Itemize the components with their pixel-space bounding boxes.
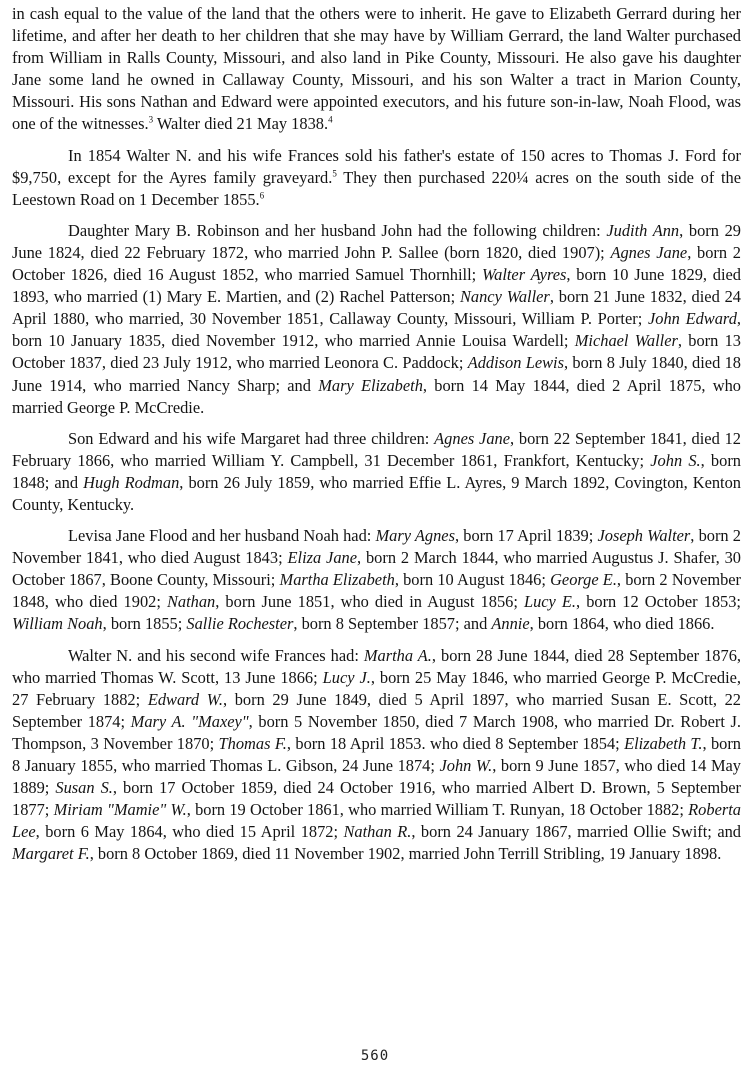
- person-name: George E.: [550, 570, 617, 590]
- person-name: Agnes Jane: [434, 428, 510, 448]
- text-run: , born 2 October 1826, died 16 August 1852, who married Samuel Thornhill;: [12, 242, 741, 285]
- text-run: , born 1864, who died 1866.: [529, 614, 715, 634]
- person-name: John W.: [439, 756, 493, 775]
- person-name: Walter Ayres: [481, 265, 567, 285]
- text-run: , born 5 November 1850, died 7 March 1908, who married Dr. Robert J. Thompson, 3 November 1870;: [12, 711, 741, 753]
- text-run: , born 2 March 1844, who married Augustus J. Shafer, 30 October 1867, Boone County, Missouri;: [12, 548, 741, 590]
- person-name: Edward W.: [147, 689, 223, 709]
- text-run: , born 8 July 1840, died 18 June 1914, who married Nancy Sharp; and: [12, 353, 741, 395]
- person-name: Roberta Lee: [12, 800, 741, 842]
- person-name: Lucy E.: [523, 592, 577, 612]
- text-run: , born 2 November 1841, who died August 1843;: [12, 526, 741, 568]
- page-body: [12, 3, 741, 874]
- paragraph: [12, 645, 741, 866]
- person-name: Martha Elizabeth: [279, 570, 395, 590]
- text-run: , born 25 May 1846, who married George P. McCredie, 27 February 1882;: [12, 667, 741, 709]
- person-name: Mary Elizabeth: [318, 375, 423, 395]
- text-run: , born 19 October 1861, who married William T. Runyan, 18 October 1882;: [186, 800, 689, 820]
- text-run: , born 28 June 1844, died 28 September 1876, who married Thomas W. Scott, 13 June 1866;: [12, 645, 741, 687]
- person-name: Margaret F.: [12, 844, 90, 864]
- text-run: Walter N. and his second wife Frances had:: [68, 645, 364, 665]
- text-run: , born 13 October 1837, died 23 July 1912, who married Leonora C. Paddock;: [12, 331, 741, 373]
- person-name: Annie: [491, 614, 530, 634]
- person-name: Miriam "Mamie" W.: [53, 800, 187, 820]
- text-run: , born 8 January 1855, who married Thomas L. Gibson, 24 June 1874;: [12, 733, 741, 775]
- person-name: William Noah: [12, 614, 103, 634]
- paragraph: [12, 525, 741, 635]
- person-name: Lucy J.: [322, 667, 371, 687]
- text-run: , born 8 October 1869, died 11 November 1902, married John Terrill Stribling, 19 January 1898.: [89, 844, 722, 864]
- person-name: Judith Ann: [606, 220, 680, 240]
- person-name: Hugh Rodman: [83, 472, 180, 492]
- text-run: , born 18 April 1853. who died 8 September 1854;: [286, 733, 625, 753]
- text-run: , born June 1851, who died in August 1856;: [215, 592, 524, 612]
- person-name: Susan S.: [55, 778, 113, 798]
- text-run: in cash equal to the value of the land that the others were to inherit. He gave to Elizabeth Gerrard during her lifetime, and after her death to her children that she may have by William Gerrard, the land Walter purchased from William in Ralls County, Missouri, and also land in Pike County, Missouri. He also gave his daughter Jane some land he owned in Callaway County, Missouri, and his son Walter a tract in Marion County, Missouri. His sons Nathan and Edward were appointed executors, and his future son-in-law, Noah Flood, was one of the witnesses.: [12, 4, 741, 134]
- text-run: Levisa Jane Flood and her husband Noah had:: [68, 526, 376, 546]
- person-name: Addison Lewis: [467, 353, 564, 373]
- text-run: , born 9 June 1857, who died 14 May 1889;: [12, 756, 741, 798]
- footnote-marker: 3: [148, 115, 154, 125]
- person-name: John S.: [650, 450, 701, 470]
- person-name: Michael Waller: [574, 331, 678, 351]
- text-run: , born 8 September 1857; and: [293, 614, 492, 634]
- text-run: , born 10 August 1846;: [394, 570, 551, 590]
- person-name: Thomas F.: [218, 733, 287, 753]
- text-run: Walter died 21 May 1838.: [153, 114, 329, 134]
- text-run: , born 22 September 1841, died 12 February 1866, who married William Y. Campbell, 31 December 1861, Frankfort, Kentucky;: [12, 428, 741, 470]
- person-name: Sallie Rochester: [186, 614, 294, 634]
- text-run: Daughter Mary B. Robinson and her husband John had the following children:: [68, 220, 607, 240]
- paragraph: [12, 220, 741, 419]
- paragraph: [12, 428, 741, 516]
- text-run: , born 21 June 1832, died 24 April 1880, who married, 30 November 1851, Callaway County, Missouri, William P. Porter;: [12, 287, 742, 329]
- text-run: In 1854 Walter N. and his wife Frances sold his father's estate of 150 acres to Thomas J. Ford for $9,750, except for the Ayres family graveyard.: [12, 145, 741, 187]
- text-run: , born 17 April 1839;: [454, 526, 598, 546]
- text-run: , born 24 January 1867, married Ollie Swift; and: [411, 822, 741, 842]
- footnote-marker: 4: [328, 115, 333, 125]
- text-run: , born 14 May 1844, died 2 April 1875, who married George P. McCredie.: [12, 375, 741, 417]
- footnote-marker: 5: [332, 168, 337, 179]
- person-name: Joseph Walter: [597, 526, 691, 546]
- text-run: , born 10 June 1829, died 1893, who married (1) Mary E. Martien, and (2) Rachel Patterson;: [12, 265, 741, 307]
- text-run: , born 29 June 1824, died 22 February 1872, who married John P. Sallee (born 1820, died 1907);: [12, 220, 741, 262]
- text-run: , born 1855;: [102, 614, 187, 634]
- text-run: , born 12 October 1853;: [576, 592, 741, 612]
- person-name: Nathan R.: [343, 822, 412, 842]
- footnote-marker: 6: [259, 190, 265, 201]
- paragraph: [12, 145, 741, 211]
- text-run: , born 2 November 1848, who died 1902;: [12, 570, 741, 612]
- person-name: Mary A. "Maxey": [130, 711, 249, 731]
- person-name: Nancy Waller: [459, 287, 550, 307]
- paragraph: [12, 3, 741, 136]
- person-name: John Edward: [648, 309, 737, 329]
- text-run: , born 26 July 1859, who married Effie L. Ayres, 9 March 1892, Covington, Kenton County, Kentucky.: [12, 472, 742, 514]
- text-run: , born 6 May 1864, who died 15 April 1872;: [35, 822, 344, 842]
- text-run: , born 29 June 1849, died 5 April 1897, who married Susan E. Scott, 22 September 1874;: [12, 689, 741, 731]
- text-run: , born 10 January 1835, died November 1912, who married Annie Louisa Wardell;: [12, 309, 741, 351]
- page-number: 560: [360, 1048, 390, 1064]
- person-name: Elizabeth T.: [624, 733, 703, 753]
- text-run: , born 1848; and: [12, 450, 741, 492]
- text-run: , born 17 October 1859, died 24 October 1916, who married Albert D. Brown, 5 September 1877;: [12, 778, 741, 820]
- person-name: Martha A.: [363, 645, 432, 665]
- person-name: Mary Agnes: [375, 526, 455, 546]
- text-run: Son Edward and his wife Margaret had three children:: [68, 428, 435, 448]
- person-name: Eliza Jane: [287, 548, 358, 568]
- person-name: Agnes Jane: [610, 242, 688, 262]
- person-name: Nathan: [166, 592, 216, 612]
- text-run: They then purchased 220¼ acres on the south side of the Leestown Road on 1 December 1855.: [12, 167, 741, 209]
